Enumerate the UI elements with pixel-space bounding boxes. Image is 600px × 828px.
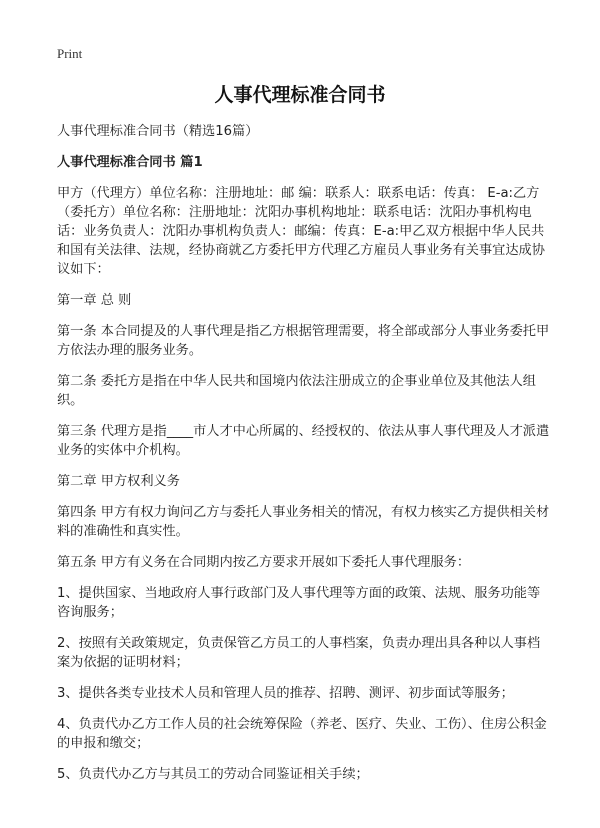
article-1: 第一条 本合同提及的人事代理是指乙方根据管理需要，将全部或部分人事业务委托甲方依法办理的服务业务。 [57,324,550,358]
article-5: 第五条 甲方有义务在合同期内按乙方要求开展如下委托人事代理服务： [57,555,471,570]
article-4: 第四条 甲方有权力询问乙方与委托人事业务相关的情况，有权力核实乙方提供相关材料的准确性和真实性。 [57,505,550,539]
service-item-1: 1、提供国家、当地政府人事行政部门及人事代理等方面的政策、法规、服务功能等咨询服务； [57,586,541,620]
parties-paragraph: 甲方（代理方）单位名称：注册地址：邮 编：联系人：联系电话：传真： E-a:乙方（委托方）单位名称：注册地址：沈阳办事机构地址：联系电话：沈阳办事机构电话：业务负责人：沈阳办事机构负责人：邮编：传真：E-a:甲乙双方根据中华人民共和国有关法律、法规，经协商就乙方委托甲方代理乙方雇员人事业务有关事宜达成协议如下： [57,186,545,277]
document-body [57,122,553,796]
document-subtitle: 人事代理标准合同书（精选16篇） [57,124,259,139]
service-item-5: 5、负责代办乙方与其员工的劳动合同鉴证相关手续； [57,767,369,782]
chapter-2-heading: 第二章 甲方权利义务 [57,474,180,489]
service-item-4: 4、负责代办乙方工作人员的社会统筹保险（养老、医疗、失业、工伤）、住房公积金的申报和缴交； [57,717,547,751]
service-item-3: 3、提供各类专业技术人员和管理人员的推荐、招聘、测评、初步面试等服务； [57,686,514,701]
section-heading: 人事代理标准合同书 篇1 [57,155,203,170]
article-2: 第二条 委托方是指在中华人民共和国境内依法注册成立的企事业单位及其他法人组织。 [57,374,536,408]
document-title: 人事代理标准合同书 [214,84,386,106]
service-item-2: 2、按照有关政策规定，负责保管乙方员工的人事档案，负责办理出具各种以人事档案为依据的证明材料； [57,636,541,670]
print-link[interactable]: Print [57,46,83,61]
chapter-1-heading: 第一章 总 则 [57,293,132,308]
article-3: 第三条 代理方是指____市人才中心所属的、经授权的、依法从事人事代理及人才派遣业务的实体中介机构。 [57,424,550,458]
